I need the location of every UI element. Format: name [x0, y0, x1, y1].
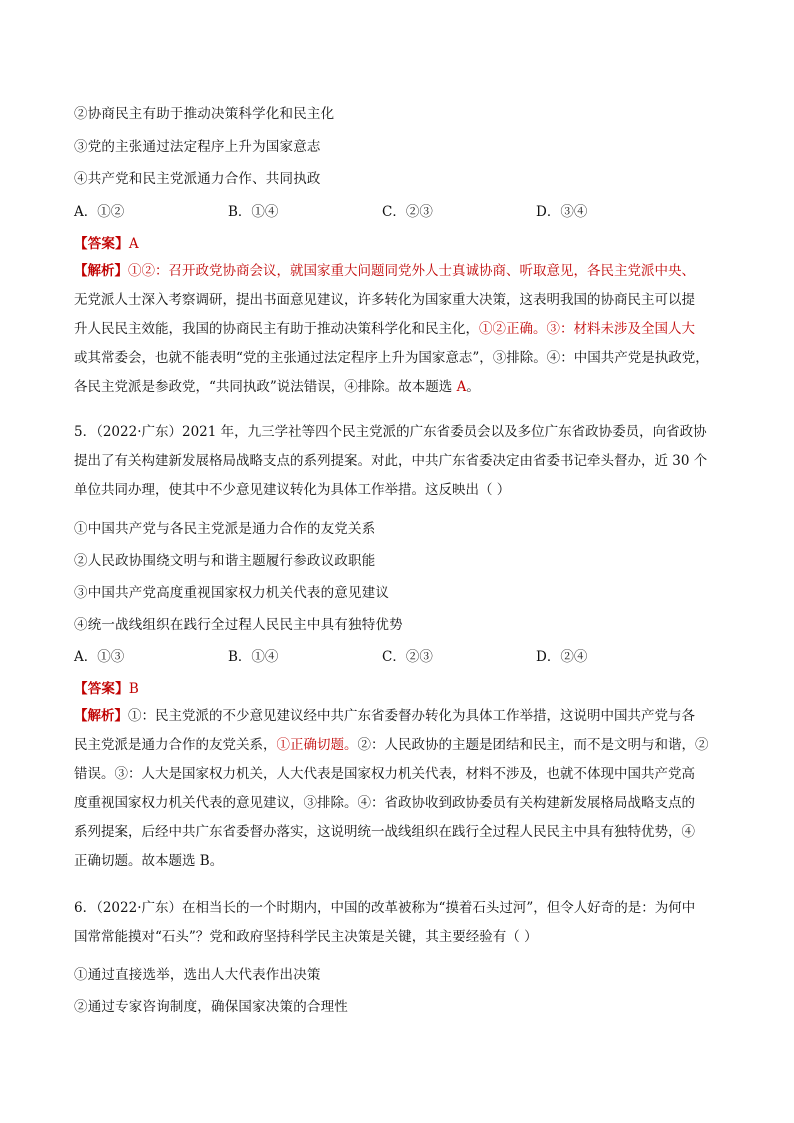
q4-answer-label: 【答案】: [74, 236, 129, 252]
q5-stem-line: 单位共同办理，使其中不少意见建议转化为具体工作举措。这反映出（ ）: [74, 482, 511, 498]
q6-stem: [74, 894, 724, 952]
q5-stem-line: 5．（2022·广东）2021 年，九三学社等四个民主党派的广东省委员会以及多位广东省政协委员，向省政协: [74, 424, 707, 440]
q4-options: [74, 200, 690, 220]
q5-item-2: ②人民政协围绕文明与和谐主题履行参政议政职能: [74, 553, 376, 569]
analysis-text: 民主党派是通力合作的友党关系，: [74, 737, 277, 753]
analysis-line: [74, 373, 724, 402]
q6-stem-line: 6．（2022·广东）在相当长的一个时期内，中国的改革被称为“摸着石头过河”，但令人好奇的是：为何中: [74, 900, 696, 916]
q5-analysis: [74, 702, 724, 876]
analysis-text: 错误。③：人大是国家权力机关，人大代表是国家权力机关代表，材料不涉及，也就不体现中国共产党高: [74, 766, 695, 782]
q4-analysis: [74, 257, 724, 402]
q5-item-3: ③中国共产党高度重视国家权力机关代表的意见建议: [74, 585, 390, 601]
q4-option-b: B．①④: [228, 204, 279, 220]
analysis-text: 或其常委会，也就不能表明“党的主张通过法定程序上升为国家意志”，③排除。④：中国共产党是执政党，: [74, 350, 709, 366]
q5-answer: [74, 677, 139, 697]
analysis-text: 各民主党派是参政党，“共同执政”说法错误，④排除。故本题选: [74, 379, 457, 395]
analysis-text: 无党派人士深入考察调研，提出书面意见建议，许多转化为国家重大决策，这表明我国的协商民主可以提: [74, 292, 695, 308]
analysis-line: [74, 344, 724, 373]
analysis-text: 正确切题。故本题选 B。: [74, 853, 224, 869]
analysis-line: [74, 789, 724, 818]
analysis-text: 度重视国家权力机关代表的意见建议，③排除。④：省政协收到政协委员有关构建新发展格局战略支点的: [74, 795, 695, 811]
analysis-line: [74, 315, 724, 344]
analysis-line: [74, 257, 724, 286]
q6-item-2: ②通过专家咨询制度，确保国家决策的合理性: [74, 999, 348, 1015]
q5-option-b: B．①④: [228, 649, 279, 665]
analysis-line: [74, 286, 724, 315]
analysis-label: 【解析】: [74, 263, 128, 279]
analysis-line: [74, 702, 724, 731]
analysis-line: [74, 760, 724, 789]
analysis-text: ①：民主党派的不少意见建议经中共广东省委督办转化为具体工作举措，这说明中国共产党与各: [128, 708, 695, 724]
q5-option-d: D．②④: [536, 649, 588, 665]
analysis-line: [74, 731, 724, 760]
analysis-text: ②：人民政协的主题是团结和民主，而不是文明与和谐，②: [357, 737, 709, 753]
q4-option-c: C．②③: [382, 204, 433, 220]
analysis-line: [74, 847, 724, 876]
analysis-text: ①②正确。③：材料未涉及全国人大: [479, 321, 695, 337]
analysis-text: ①②：召开政党协商会议，就国家重大问题同党外人士真诚协商、听取意见，各民主党派中央、: [128, 263, 695, 279]
analysis-text: 系列提案，后经中共广东省委督办落实，这说明统一战线组织在践行全过程人民民主中具有独特优势，④: [74, 824, 695, 840]
analysis-text: A: [456, 379, 467, 395]
q5-answer-value: B: [128, 681, 139, 697]
analysis-text: 。: [466, 379, 480, 395]
q6-item-1: ①通过直接选举，选出人大代表作出决策: [74, 967, 321, 983]
q5-stem: [74, 418, 724, 505]
q5-option-c: C．②③: [382, 649, 433, 665]
q4-answer-value: A: [128, 236, 139, 252]
analysis-line: [74, 818, 724, 847]
q6-stem-line: 国常常能摸对“石头”？党和政府坚持科学民主决策是关键，其主要经验有（ ）: [74, 929, 538, 945]
q4-option-a: A．①②: [74, 204, 125, 220]
q5-option-a: A．①③: [74, 649, 125, 665]
q4-item-4: ④共产党和民主党派通力合作、共同执政: [74, 171, 321, 187]
analysis-label: 【解析】: [74, 708, 128, 724]
q5-options: [74, 645, 690, 665]
q4-answer: [74, 232, 139, 252]
q5-answer-label: 【答案】: [74, 681, 129, 697]
q4-item-2: ②协商民主有助于推动决策科学化和民主化: [74, 106, 335, 122]
analysis-text: 升人民民主效能，我国的协商民主有助于推动决策科学化和民主化，: [74, 321, 479, 337]
q4-option-d: D．③④: [536, 204, 588, 220]
q5-item-1: ①中国共产党与各民主党派是通力合作的友党关系: [74, 521, 376, 537]
q4-item-3: ③党的主张通过法定程序上升为国家意志: [74, 139, 321, 155]
q5-stem-line: 提出了有关构建新发展格局战略支点的系列提案。对此，中共广东省委决定由省委书记牵头督办，近 30 个: [74, 453, 708, 469]
analysis-text: ①正确切题。: [276, 737, 358, 753]
q5-item-4: ④统一战线组织在践行全过程人民民主中具有独特优势: [74, 617, 403, 633]
